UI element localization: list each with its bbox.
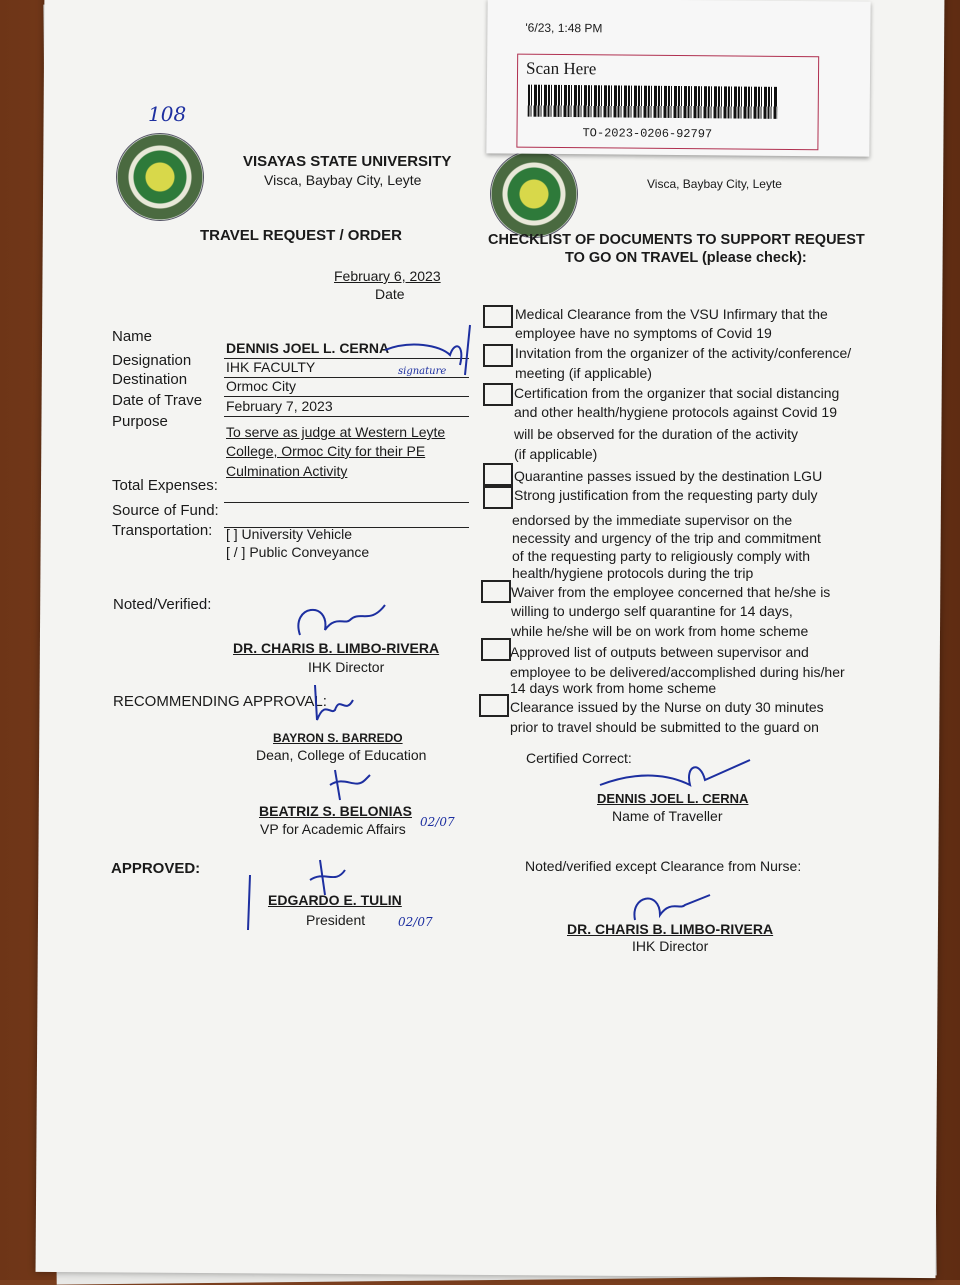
checkbox-medical-clearance[interactable] bbox=[483, 305, 513, 328]
travel-date-label: Date of Trave bbox=[112, 392, 202, 409]
checklist-line: while he/she will be on work from home scheme bbox=[511, 623, 808, 639]
checklist-line: Quarantine passes issued by the destination LGU bbox=[514, 468, 822, 484]
director-title-right: IHK Director bbox=[632, 938, 708, 954]
option-university-vehicle: [ ] University Vehicle bbox=[226, 526, 352, 542]
noted-verified-label: Noted/Verified: bbox=[113, 596, 211, 613]
vp-title: VP for Academic Affairs bbox=[260, 821, 406, 837]
checklist-line: and other health/hygiene protocols against Covid 19 bbox=[514, 404, 837, 420]
traveller-name: DENNIS JOEL L. CERNA bbox=[597, 791, 748, 806]
checkbox-certification[interactable] bbox=[483, 383, 513, 406]
purpose-line-1: To serve as judge at Western Leyte bbox=[226, 424, 445, 440]
checklist-line: endorsed by the immediate supervisor on the bbox=[512, 512, 792, 528]
certified-correct-label: Certified Correct: bbox=[526, 750, 632, 766]
checklist-line: of the requesting party to religiously comply with bbox=[512, 548, 810, 564]
university-name: VISAYAS STATE UNIVERSITY bbox=[243, 153, 451, 170]
checklist-line: Approved list of outputs between supervisor and bbox=[510, 644, 809, 660]
designation-value: IHK FACULTY bbox=[226, 359, 315, 375]
source-of-funds-label: Source of Fund: bbox=[112, 502, 219, 519]
travel-date-value: February 7, 2023 bbox=[226, 398, 333, 414]
vp-signature bbox=[325, 765, 385, 805]
date-label: Date bbox=[375, 286, 405, 302]
name-value: DENNIS JOEL L. CERNA bbox=[226, 340, 389, 356]
checkbox-quarantine-passes[interactable] bbox=[483, 463, 513, 486]
checkbox-waiver[interactable] bbox=[481, 580, 511, 603]
dean-name: BAYRON S. BARREDO bbox=[273, 731, 403, 745]
university-seal-right bbox=[490, 150, 578, 238]
dean-title: Dean, College of Education bbox=[256, 747, 426, 763]
checklist-line: Certification from the organizer that social distancing bbox=[514, 385, 839, 401]
purpose-line-3: Culmination Activity bbox=[226, 463, 347, 479]
checklist-line: willing to undergo self quarantine for 14 days, bbox=[511, 603, 793, 619]
checklist-line: Strong justification from the requesting party duly bbox=[514, 487, 818, 503]
option-public-conveyance: [ / ] Public Conveyance bbox=[226, 544, 369, 560]
checkbox-nurse-clearance[interactable] bbox=[479, 694, 509, 717]
vp-date: 02/07 bbox=[420, 815, 455, 829]
barcode-slip bbox=[486, 0, 870, 157]
form-title: TRAVEL REQUEST / ORDER bbox=[200, 227, 402, 244]
checklist-line: Medical Clearance from the VSU Infirmary that the bbox=[515, 306, 828, 322]
checklist-title-2: TO GO ON TRAVEL (please check): bbox=[565, 250, 807, 266]
director-title: IHK Director bbox=[308, 659, 384, 675]
name-label: Name bbox=[112, 328, 152, 345]
checklist-line: necessity and urgency of the trip and commitment bbox=[512, 530, 821, 546]
purpose-line-2: College, Ormoc City for their PE bbox=[226, 443, 425, 459]
designation-label: Designation bbox=[112, 352, 191, 369]
purpose-label: Purpose bbox=[112, 413, 168, 430]
total-expenses-label: Total Expenses: bbox=[112, 477, 218, 494]
checklist-line: prior to travel should be submitted to the guard on bbox=[510, 719, 819, 735]
scan-here-label: Scan Here bbox=[526, 59, 596, 80]
checklist-line: Waiver from the employee concerned that he/she is bbox=[511, 584, 830, 600]
scan-box bbox=[516, 54, 819, 151]
dean-signature bbox=[305, 680, 365, 730]
traveller-caption: Name of Traveller bbox=[612, 808, 722, 824]
university-seal bbox=[116, 133, 204, 221]
handwritten-number: 108 bbox=[148, 102, 186, 126]
barcode bbox=[528, 85, 778, 119]
checklist-line: meeting (if applicable) bbox=[515, 365, 652, 381]
approved-label: APPROVED: bbox=[111, 860, 200, 877]
checkbox-invitation[interactable] bbox=[483, 344, 513, 367]
traveller-signature bbox=[380, 320, 480, 380]
university-address-right: Visca, Baybay City, Leyte bbox=[647, 177, 782, 191]
checklist-title-1: CHECKLIST OF DOCUMENTS TO SUPPORT REQUEST bbox=[488, 232, 865, 248]
vp-name: BEATRIZ S. BELONIAS bbox=[259, 803, 412, 819]
director-name: DR. CHARIS B. LIMBO-RIVERA bbox=[233, 640, 439, 656]
checklist-line: Invitation from the organizer of the activity/conference/ bbox=[515, 345, 851, 361]
request-date: February 6, 2023 bbox=[334, 268, 441, 284]
checkbox-justification[interactable] bbox=[483, 486, 513, 509]
president-name: EDGARDO E. TULIN bbox=[268, 892, 402, 908]
checklist-line: employee have no symptoms of Covid 19 bbox=[515, 325, 772, 341]
checklist-line: (if applicable) bbox=[514, 446, 597, 462]
checklist-line: will be observed for the duration of the activity bbox=[514, 426, 798, 442]
noted-except-label: Noted/verified except Clearance from Nurse: bbox=[525, 858, 801, 874]
checklist-line: health/hygiene protocols during the trip bbox=[512, 565, 753, 581]
president-date: 02/07 bbox=[398, 915, 433, 929]
transportation-label: Transportation: bbox=[112, 522, 212, 539]
checklist-line: employee to be delivered/accomplished during his/her bbox=[510, 664, 845, 680]
checklist-line: 14 days work from home scheme bbox=[510, 680, 716, 696]
president-title: President bbox=[306, 912, 365, 928]
checkbox-approved-outputs[interactable] bbox=[481, 638, 511, 661]
barcode-number: TO-2023-0206-92797 bbox=[582, 126, 712, 141]
checklist-line: Clearance issued by the Nurse on duty 30 minutes bbox=[510, 699, 824, 715]
destination-label: Destination bbox=[112, 371, 187, 388]
director-name-right: DR. CHARIS B. LIMBO-RIVERA bbox=[567, 921, 773, 937]
slip-timestamp: '6/23, 1:48 PM bbox=[525, 21, 602, 36]
recommending-approval-label: RECOMMENDING APPROVAL: bbox=[113, 693, 327, 710]
destination-value: Ormoc City bbox=[226, 378, 296, 394]
university-address: Visca, Baybay City, Leyte bbox=[264, 172, 421, 188]
signature-note: signature bbox=[398, 366, 446, 377]
